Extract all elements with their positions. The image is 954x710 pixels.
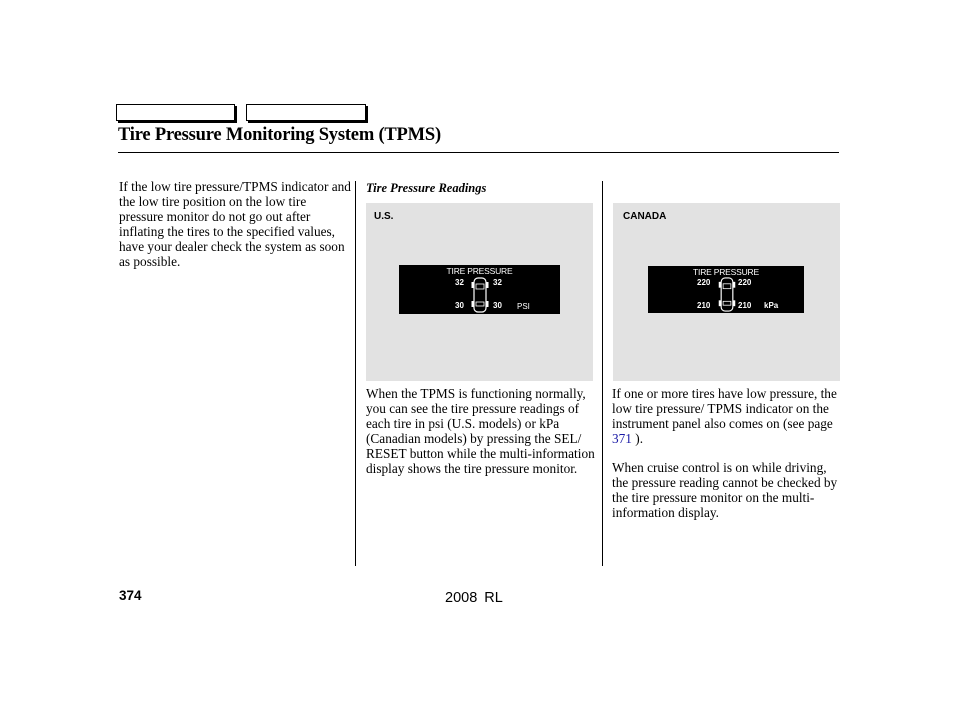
middle-column-paragraph: When the TPMS is functioning normally, you can see the tire pressure readings of each tire in psi (U.S. models) or kPa (Canadian models) by pressing the SEL/ RESET button while the multi-information display shows the tire pressure monitor. [366,386,595,476]
page-reference-link[interactable]: 371 [612,430,632,446]
section-heading: Tire Pressure Readings [366,181,487,195]
us-display-illustration [366,203,593,381]
footer-model: 2008 RL [445,590,503,606]
canada-display-illustration [613,203,840,381]
page-number: 374 [119,588,142,603]
canada-panel-label: CANADA [623,211,667,222]
page-title: Tire Pressure Monitoring System (TPMS) [118,125,441,145]
right-column-paragraph-1 [612,387,840,447]
us-rear-right-reading: 30 [493,301,502,310]
canada-rear-left-reading: 210 [697,301,711,310]
right-column-paragraph-2: When cruise control is on while driving, the pressure reading cannot be checked by the tire pressure monitor on the multi-information display. [612,460,838,520]
us-front-right-reading: 32 [493,278,502,287]
right-paragraph-1-tail: ). [631,430,644,446]
canada-front-right-reading: 220 [738,278,752,287]
canada-tire-pressure-display [648,266,804,313]
us-unit-label: PSI [517,302,530,311]
nav-button-previous[interactable] [116,104,235,121]
nav-button-next[interactable] [246,104,366,121]
right-paragraph-1-text: If one or more tires have low pressure, the low tire pressure/ TPMS indicator on the instrument panel also comes on (see page [612,386,837,431]
canada-front-left-reading: 220 [697,278,711,287]
title-divider [118,152,839,153]
us-tire-pressure-display [399,265,560,314]
left-column-paragraph: If the low tire pressure/TPMS indicator and the low tire position on the low tire pressure monitor do not go out after inflating the tires to the specified values, have your dealer check the system as soon as possible. [119,179,351,269]
car-top-view-icon [718,277,736,312]
canada-unit-label: kPa [764,301,779,310]
us-front-left-reading: 32 [455,278,464,287]
us-rear-left-reading: 30 [455,301,464,310]
us-display-title: TIRE PRESSURE [446,266,513,276]
us-panel-label: U.S. [374,211,394,222]
canada-display-title: TIRE PRESSURE [693,267,759,277]
column-divider-left [355,181,356,566]
column-divider-right [602,181,603,566]
car-top-view-icon [471,277,489,313]
canada-rear-right-reading: 210 [738,301,752,310]
